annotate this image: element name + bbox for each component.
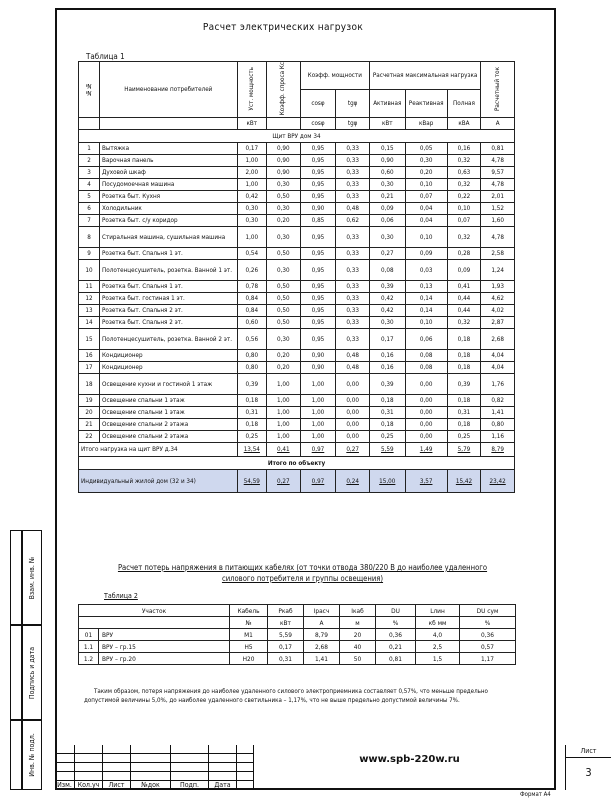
title-block [55,745,597,790]
unit-pa: кВт [369,118,405,130]
stamp-ndok: №док [131,781,171,790]
side-stamp [10,530,55,790]
unit-pr: кВар [405,118,447,130]
table-row: 2 Варочная панель 1,00 0,90 0,95 0,33 0,90 0,30 0,32 4,78 [79,155,515,167]
unit-pinst: кВт [237,118,266,130]
stamp-izm: Изм. [55,781,75,790]
col-pinst: Уст. мощность [237,62,266,118]
table-row: 8 Стиральная машина, сушильная машина 1,00 0,30 0,95 0,33 0,30 0,10 0,32 4,78 [79,227,515,248]
table-row: 19 Освещение спальни 1 этаж 0,18 1,00 1,00 0,00 0,18 0,00 0,18 0,82 [79,395,515,407]
stamp-podp: Подп. [171,781,209,790]
col-ic: Расчетный ток [481,62,515,118]
site-url: www.spb-220w.ru [253,745,565,790]
table-row: 17 Кондиционер 0,80 0,20 0,90 0,48 0,16 0,08 0,18 4,04 [79,362,515,374]
voltage-loss-title: Расчет потерь напряжения в питающих кабелях (от точки отвода 380/220 В до наиболее удаленного силового потребителя и группы освещения) [117,563,488,583]
object-total-row: Индивидуальный жилой дом (32 и 34) 54,59 0,27 0,97 0,24 15,00 3,57 15,42 23,42 [79,470,515,493]
table-row: 4 Посудомоечная машина 1,00 0,30 0,95 0,33 0,30 0,10 0,32 4,78 [79,179,515,191]
table-row: 3 Духовой шкаф 2,00 0,90 0,95 0,33 0,60 0,20 0,63 9,57 [79,167,515,179]
table1-header-row [79,62,515,90]
col-cos: cosφ [300,90,336,118]
page-title: Расчет электрических нагрузок [202,22,364,33]
conclusion-text: Таким образом, потеря напряжения до наиболее удаленного силового электроприемника составляет 0,57%, что меньше предельно допустимой величины 5,0%, до наиболее удаленного светильника – 1,17%, что не выше предельно допустимой величины 7%. [84,688,488,704]
object-section-row: Итого по объекту [79,457,515,470]
stamp-data: Дата [209,781,237,790]
table-row: 15 Полотенцесушитель, розетка. Ванной 2 эт. 0,56 0,30 0,95 0,33 0,17 0,06 0,18 2,68 [79,329,515,350]
table1-label: Таблица 1 [86,52,125,61]
side-vzam: Взам. инв. № [22,530,42,625]
side-inv: Инв. № подл. [22,720,42,790]
table-row: 11 Розетка быт. Спальня 1 эт. 0,78 0,50 0,95 0,33 0,39 0,13 0,41 1,93 [79,281,515,293]
col-pa: Активная [369,90,405,118]
col-name: Наименование потребителей [100,62,238,118]
table-row: 1.2 ВРУ – гр.20 Н20 0,31 1,41 50 0,81 1,5 1,17 [79,653,516,665]
revision-grid [55,745,253,790]
voltage-loss-table [78,604,516,665]
total-row: Итого нагрузка на щит ВРУ д.34 13,54 0,41 0,97 0,27 5,59 1,49 5,79 8,79 [79,443,515,457]
table-row: 13 Розетка быт. Спальня 2 эт. 0,84 0,50 0,95 0,33 0,42 0,14 0,44 4,02 [79,305,515,317]
table-row: 16 Кондиционер 0,80 0,20 0,90 0,48 0,16 0,08 0,18 4,04 [79,350,515,362]
col-num: №№ [79,62,100,118]
table2-header-row: Участок Кабель Ркаб Iрасч Iкаб DU Lлин DU сум [79,605,516,617]
table-row: 18 Освещение кухни и гостиной 1 этаж 0,39 1,00 1,00 0,00 0,39 0,00 0,39 1,76 [79,374,515,395]
sheet-number: 3 [585,766,592,779]
table-row: 9 Розетка быт. Спальня 1 эт. 0,54 0,50 0,95 0,33 0,27 0,09 0,28 2,58 [79,248,515,260]
table-row: 1.1 ВРУ – гр.15 Н5 0,17 2,68 40 0,21 2,5 0,57 [79,641,516,653]
col-ps: Полная [447,90,481,118]
table2-body [79,629,516,665]
col-kc: Коэфф. спроса Кс [267,62,301,118]
table-row: 21 Освещение спальни 2 этажа 0,18 1,00 1,00 0,00 0,18 0,00 0,18 0,80 [79,419,515,431]
sheet-number-box [565,745,611,790]
table-row: 1 Вытяжка 0,17 0,90 0,95 0,33 0,15 0,05 0,16 0,81 [79,143,515,155]
table-row: 6 Холодильник 0,30 0,30 0,90 0,48 0,09 0,04 0,10 1,52 [79,203,515,215]
table-row: 12 Розетка быт. гостиная 1 эт. 0,84 0,50 0,95 0,33 0,42 0,14 0,44 4,62 [79,293,515,305]
unit-ic: А [481,118,515,130]
format-label: Формат А4 [520,791,551,798]
table-row: 01 ВРУ М1 5,59 8,79 20 0,36 4,0 0,36 [79,629,516,641]
loads-table [78,61,515,493]
col-tg: tgφ [336,90,370,118]
table-row: 22 Освещение спальни 2 этажа 0,25 1,00 1,00 0,00 0,25 0,00 0,25 1,16 [79,431,515,443]
stamp-list: Лист [103,781,131,790]
units-row [79,118,515,130]
side-podp: Подпись и дата [22,625,42,720]
table2-label: Таблица 2 [104,592,138,600]
table-row: 10 Полотенцесушитель, розетка. Ванной 1 эт. 0,26 0,30 0,95 0,33 0,08 0,03 0,09 1,24 [79,260,515,281]
sheet-label: Лист [566,745,611,758]
col-cos-group: Коэфф. мощности [300,62,369,90]
table1-body [79,143,515,443]
unit-tg: tgφ [336,118,370,130]
unit-ps: кВА [447,118,481,130]
col-pr: Реактивная [405,90,447,118]
unit-cos: cosφ [300,118,336,130]
table2-units-row: № кВт А м % кб мм % [79,617,516,629]
table-row: 20 Освещение спальни 1 этаж 0,31 1,00 1,00 0,00 0,31 0,00 0,31 1,41 [79,407,515,419]
stamp-kol: Кол.уч [75,781,103,790]
section-row: Щит ВРУ дом 34 [79,130,515,143]
table-row: 7 Розетка быт. с/у коридор 0,30 0,20 0,85 0,62 0,06 0,04 0,07 1,60 [79,215,515,227]
table-row: 14 Розетка быт. Спальня 2 эт. 0,60 0,50 0,95 0,33 0,30 0,10 0,32 2,87 [79,317,515,329]
col-calc-group: Расчетная максимальная нагрузка [369,62,480,90]
table-row: 5 Розетка быт. Кухня 0,42 0,50 0,95 0,33 0,21 0,07 0,22 2,01 [79,191,515,203]
